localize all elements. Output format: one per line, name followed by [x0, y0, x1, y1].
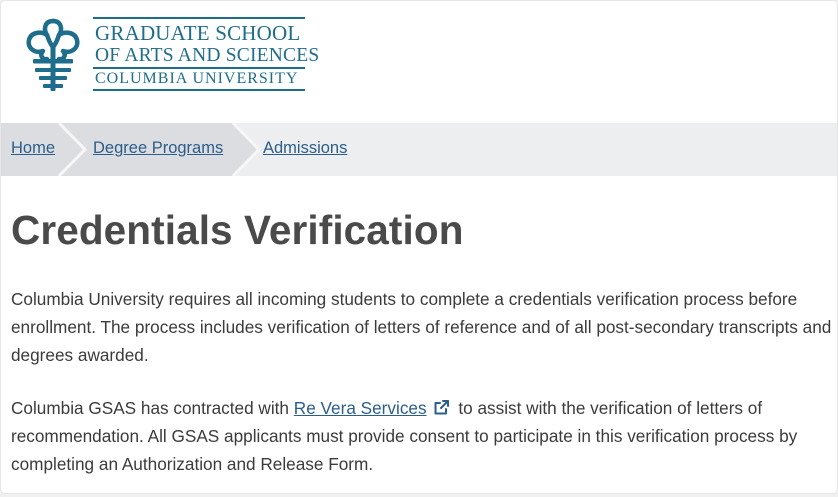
external-link-icon[interactable] [433, 399, 450, 416]
re-vera-services-link[interactable]: Re Vera Services [293, 398, 427, 418]
consent-paragraph [11, 394, 833, 478]
page-title: Credentials Verification [11, 207, 464, 253]
columbia-crown-icon [21, 15, 85, 93]
logo-line-arts: OF ARTS AND SCIENCES [95, 45, 320, 66]
logo-rule-top [93, 17, 305, 19]
paragraph-text-after-link: to assist with the verification of letters of recommendation. All GSAS applicants must provide consent to participate in this verification process by completing an Authorization and Release Form. [11, 398, 798, 474]
logo-line-university: COLUMBIA UNIVERSITY [95, 70, 299, 87]
logo-line-school: GRADUATE SCHOOL [95, 21, 301, 45]
breadcrumb-degree-programs[interactable]: Degree Programs [93, 139, 224, 157]
breadcrumb [1, 123, 837, 176]
paragraph-text-before-link: Columbia GSAS has contracted with [11, 398, 294, 418]
breadcrumb-home[interactable]: Home [11, 139, 56, 157]
logo-rule-middle [93, 67, 305, 69]
intro-paragraph: Columbia University requires all incoming students to complete a credentials verification process before enrollment. The process includes verification of letters of reference and of all post-secondary transcripts and degrees awarded. [11, 289, 832, 365]
breadcrumb-admissions[interactable]: Admissions [263, 139, 348, 157]
logo-rule-bottom [93, 89, 305, 91]
page [1, 1, 837, 493]
logo-wordmark [93, 15, 320, 93]
gsas-logo-link[interactable] [21, 15, 320, 93]
